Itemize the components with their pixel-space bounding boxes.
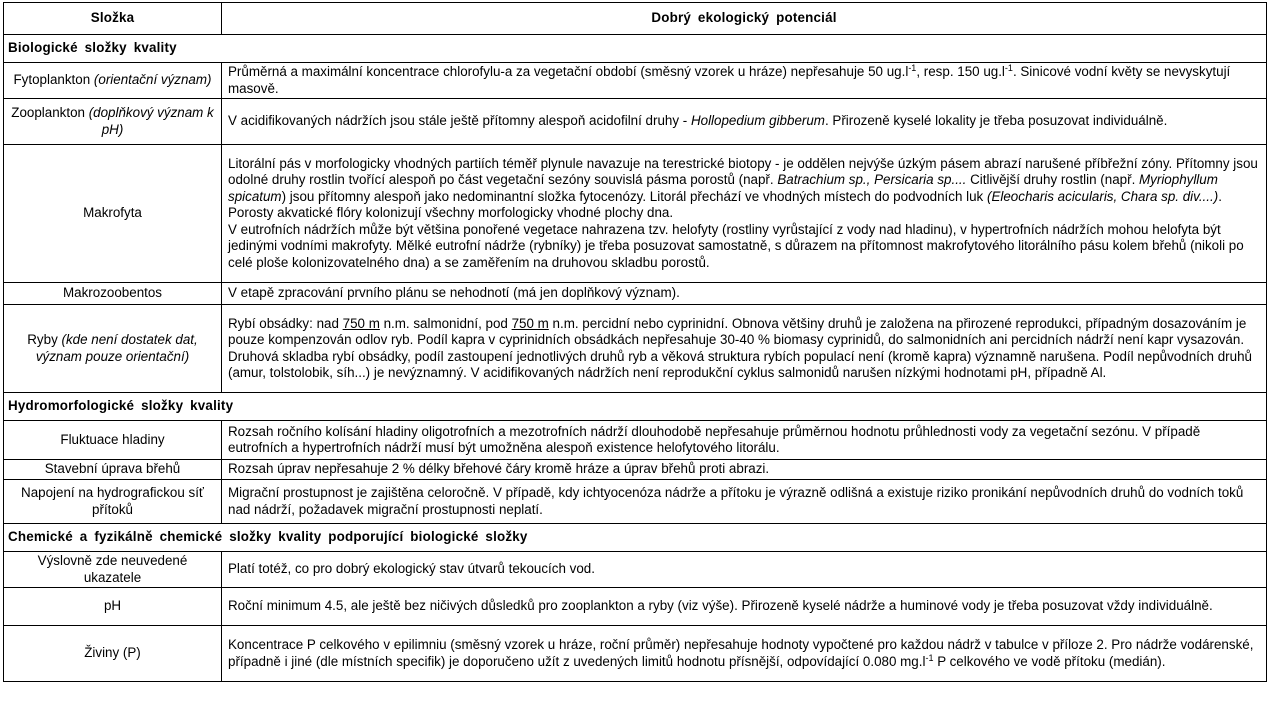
- row-name-uprava-brehu: Stavební úprava břehů: [4, 460, 222, 480]
- row-desc-makrozoobentos: V etapě zpracování prvního plánu se nehodnotí (má jen doplňkový význam).: [222, 283, 1267, 305]
- table-row: [4, 588, 1267, 626]
- table-row: [4, 480, 1267, 524]
- row-name-fytoplankton: Fytoplankton (orientační význam): [4, 63, 222, 99]
- table-row: [4, 460, 1267, 480]
- row-desc-ziviny: Koncentrace P celkového v epilimniu (směsný vzorek u hráze, roční průměr) nepřesahuje hodnoty vypočtené pro každou nádrž v tabulce v příloze 2. Pro nádrže vodárenské, případně i jiné (dle místních specifik) je doporučeno užít z uvedených limitů hodnotu přísnější, odpovídající 0.080 $mg.l^{-1}$ P celkového ve vodě přítoku (medián).: [222, 626, 1267, 682]
- table-row: [4, 99, 1267, 145]
- row-name-ryby: Ryby (kde není dostatek dat, význam pouze orientační): [4, 305, 222, 393]
- row-name-ukazatele: Výslovně zde neuvedené ukazatele: [4, 552, 222, 588]
- row-name-ziviny: Živiny (P): [4, 626, 222, 682]
- row-desc-fluktuace: Rozsah ročního kolísání hladiny oligotrofních a mezotrofních nádrží dlouhodobě nepřesahuje průměrnou hodnotu průhlednosti vody za vegetační sezónu. V případě eutrofních a hypertrofních nádrží musí být umožněna alespoň existence helofytového litorálu.: [222, 421, 1267, 460]
- row-name-fluktuace: Fluktuace hladiny: [4, 421, 222, 460]
- table-row: [4, 305, 1267, 393]
- row-desc-makrofyta: Litorální pás v morfologicky vhodných partiích téměř plynule navazuje na terestrické biotopy - je oddělen nejvýše úzkým pásem abrazí narušené příbřežní zóny. Přítomny jsou odolné druhy rostlin tvořící alespoň po část vegetační sezóny souvislá pásma porostů (např. Batrachium sp., Persicaria sp.... Citlivější druhy rostlin (např. Myriophyllum spicatum) jsou přítomny alespoň jako nedominantní složka fytocenózy. Litorál přechází ve vhodných místech do podvodních luk (Eleocharis acicularis, Chara sp. div....). Porosty akvatické flóry kolonizují všechny morfologicky vhodné plochy dna. V eutrofních nádržích může být většina ponořené vegetace nahrazena tzv. helofyty (rostliny vyrůstající z vody nad hladinu), v hypertrofních nádržích mohou helofyta být jedinými vodními makrofyty. Mělké eutrofní nádrže (rybníky) je třeba posuzovat samostatně, s důrazem na přítomnost makrofytového litorálního pásu kolem břehů (nikoli po celé ploše kolonizovatelného dna) a se zaměřením na druhovou skladbu porostů.: [222, 145, 1267, 283]
- ecological-potential-table: [3, 2, 1267, 682]
- row-name-ph: pH: [4, 588, 222, 626]
- row-desc-ukazatele: Platí totéž, co pro dobrý ekologický stav útvarů tekoucích vod.: [222, 552, 1267, 588]
- row-name-makrozoobentos: Makrozoobentos: [4, 283, 222, 305]
- row-desc-zooplankton: V acidifikovaných nádržích jsou stále ještě přítomny alespoň acidofilní druhy - Hollopedium gibberum. Přirozeně kyselé lokality je třeba posuzovat individuálně.: [222, 99, 1267, 145]
- section-title-biological: Biologické složky kvality: [4, 35, 1267, 63]
- section-title-chemical: Chemické a fyzikálně chemické složky kvality podporující biologické složky: [4, 524, 1267, 552]
- row-desc-uprava-brehu: Rozsah úprav nepřesahuje 2 % délky břehové čáry kromě hráze a úprav břehů proti abrazi.: [222, 460, 1267, 480]
- row-desc-napojeni: Migrační prostupnost je zajištěna celoročně. V případě, kdy ichtyocenóza nádrže a přítoku je výrazně odlišná a existuje riziko pronikání nepůvodních druhů do vodních toků nad nádrží, požadavek migrační prostupnosti neplatí.: [222, 480, 1267, 524]
- row-desc-ryby: Rybí obsádky: nad 750 m n.m. salmonidní, pod 750 m n.m. percidní nebo cyprinidní. Obnova většiny druhů je založena na přirozené reprodukci, případným dosazováním je pouze kompenzován odlov ryb. Podíl kapra v cyprinidních obsádkách nepřesahuje 30-40 % biomasy cyprinidů, do salmonidních ani percidních nádrží není kapr vysazován. Druhová skladba rybí obsádky, podíl zastoupení jednotlivých druhů ryb a věková struktura rybích populací není (kromě kapra) významně narušena. Podíl nepůvodních druhů (amur, tolstolobik, síh...) je nevýznamný. V acidifikovaných nádržích není reprodukční cyklus salmonidů narušen nízkými hodnotami pH, případně Al.: [222, 305, 1267, 393]
- table-row: [4, 421, 1267, 460]
- row-desc-fytoplankton: Průměrná a maximální koncentrace chlorofylu-a za vegetační období (směsný vzorek u hráze) nepřesahuje 50 $ug.l^{-1}$, resp. 150 $ug.l^{-1}$. Sinicové vodní květy se nevyskytují masově.: [222, 63, 1267, 99]
- row-name-napojeni: Napojení na hydrografickou síť přítoků: [4, 480, 222, 524]
- table-header-row: [4, 3, 1267, 35]
- section-row-chemical: [4, 524, 1267, 552]
- section-row-biological: [4, 35, 1267, 63]
- table-row: [4, 552, 1267, 588]
- table-row: [4, 626, 1267, 682]
- table-row: [4, 145, 1267, 283]
- section-row-hydromorphological: [4, 393, 1267, 421]
- table-row: [4, 283, 1267, 305]
- table-row: [4, 63, 1267, 99]
- row-name-makrofyta: Makrofyta: [4, 145, 222, 283]
- row-desc-ph: Roční minimum 4.5, ale ještě bez ničivých důsledků pro zooplankton a ryby (viz výše). Přirozeně kyselé nádrže a huminové vody je třeba posuzovat vždy individuálně.: [222, 588, 1267, 626]
- section-title-hydromorphological: Hydromorfologické složky kvality: [4, 393, 1267, 421]
- header-component: Složka: [4, 3, 222, 35]
- header-potential: Dobrý ekologický potenciál: [222, 3, 1267, 35]
- row-name-zooplankton: Zooplankton (doplňkový význam k pH): [4, 99, 222, 145]
